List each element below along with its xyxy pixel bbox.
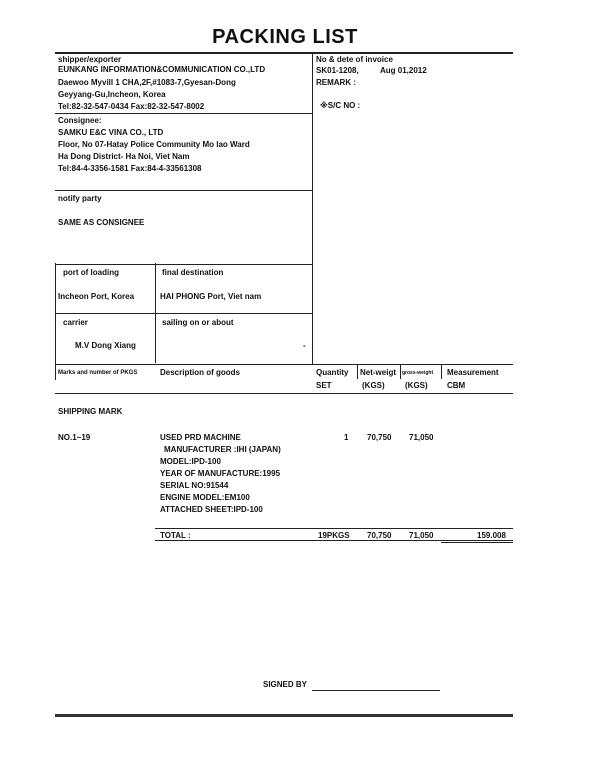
col-divider-quantity [357,364,358,379]
footer-rule [55,714,513,717]
sailing-label: sailing on or about [162,318,234,327]
col-gross-weight-unit: (KGS) [405,381,428,390]
consignee-label: Consignee: [58,116,102,125]
total-net-weight: 70,750 [367,531,392,540]
item-description-line: SERIAL NO:91544 [160,481,229,490]
invoice-label: No & dete of invoice [316,55,393,64]
final-destination-value: HAI PHONG Port, Viet nam [160,292,262,301]
item-quantity: 1 [344,433,349,442]
col-marks-header: Marks and number of PKGS [58,370,138,376]
invoice-number: SK01-1208, [316,66,359,75]
item-gross-weight: 71,050 [409,433,434,442]
table-header-bottom [55,393,513,394]
item-marks: NO.1~19 [58,433,91,442]
table-header-top [55,364,513,365]
port-carrier-divider [55,313,312,314]
signed-by-label: SIGNED BY [263,680,308,689]
item-description-line: ENGINE MODEL:EM100 [160,493,250,502]
signature-line [312,690,440,691]
item-description-line: MANUFACTURER :IHI (JAPAN) [164,445,281,454]
item-description-line: YEAR OF MANUFACTURE:1995 [160,469,281,478]
shipper-line: Tel:82-32-547-0434 Fax:82-32-547-8002 [58,102,205,111]
center-divider [312,52,313,364]
item-description-line: ATTACHED SHEET:IPD-100 [160,505,263,514]
shipper-line: EUNKANG INFORMATION&COMMUNICATION CO.,LTD [58,65,266,74]
total-pkgs: 19PKGS [318,531,350,540]
header-rule [55,52,513,54]
sailing-value: - [303,341,306,350]
notify-label: notify party [58,194,102,203]
final-destination-label: final destination [162,268,224,277]
consignee-line: Floor, No 07-Hatay Police Community Mo lao Ward [58,140,250,149]
total-label: TOTAL : [160,531,191,540]
total-rule-measure [441,542,513,543]
invoice-date: Aug 01,2012 [380,66,427,75]
remark-label: REMARK : [316,78,356,87]
col-measurement-header: Measurement [447,368,499,377]
total-rule-top [155,528,513,529]
total-gross-weight: 71,050 [409,531,434,540]
col-quantity-header: Quantity [316,368,349,377]
col-divider-gross [441,364,442,379]
notify-value: SAME AS CONSIGNEE [58,218,145,227]
port-of-loading-label: port of loading [63,268,119,277]
item-net-weight: 70,750 [367,433,392,442]
consignee-notify-divider [55,190,312,191]
carrier-value: M.V Dong Xiang [75,341,136,350]
page-title: PACKING LIST [212,26,358,48]
consignee-line: Tel:84-4-3356-1581 Fax:84-4-33561308 [58,164,202,173]
sc-number-label: ※S/C NO : [320,101,361,110]
notify-port-divider [55,264,312,265]
port-of-loading-value: Incheon Port, Korea [58,292,135,301]
item-description-line: MODEL:IPD-100 [160,457,221,466]
shipper-line: Geyyang-Gu,Incheon, Korea [58,90,166,99]
shipper-line: Daewoo Myvill 1 CHA,2F,#1083-7,Gyesan-Dong [58,78,236,87]
shipper-label: shipper/exporter [58,55,122,64]
col-net-weight-unit: (KGS) [362,381,385,390]
col-description-header: Description of goods [160,368,240,377]
total-measurement: 159.008 [477,531,506,540]
col-net-weight-header: Net-weigt [360,368,396,377]
consignee-line: SAMKU E&C VINA CO., LTD [58,128,164,137]
carrier-label: carrier [63,318,88,327]
left-border [55,263,56,380]
col-measurement-unit: CBM [447,381,466,390]
item-description-line: USED PRD MACHINE [160,433,241,442]
shipper-consignee-divider [55,113,312,114]
col-quantity-unit: SET [316,381,332,390]
shipping-mark-label: SHIPPING MARK [58,407,123,416]
col-divider-net [400,364,401,379]
col-gross-weight-header: gross-weight [402,370,434,376]
consignee-line: Ha Dong District- Ha Noi, Viet Nam [58,152,190,161]
